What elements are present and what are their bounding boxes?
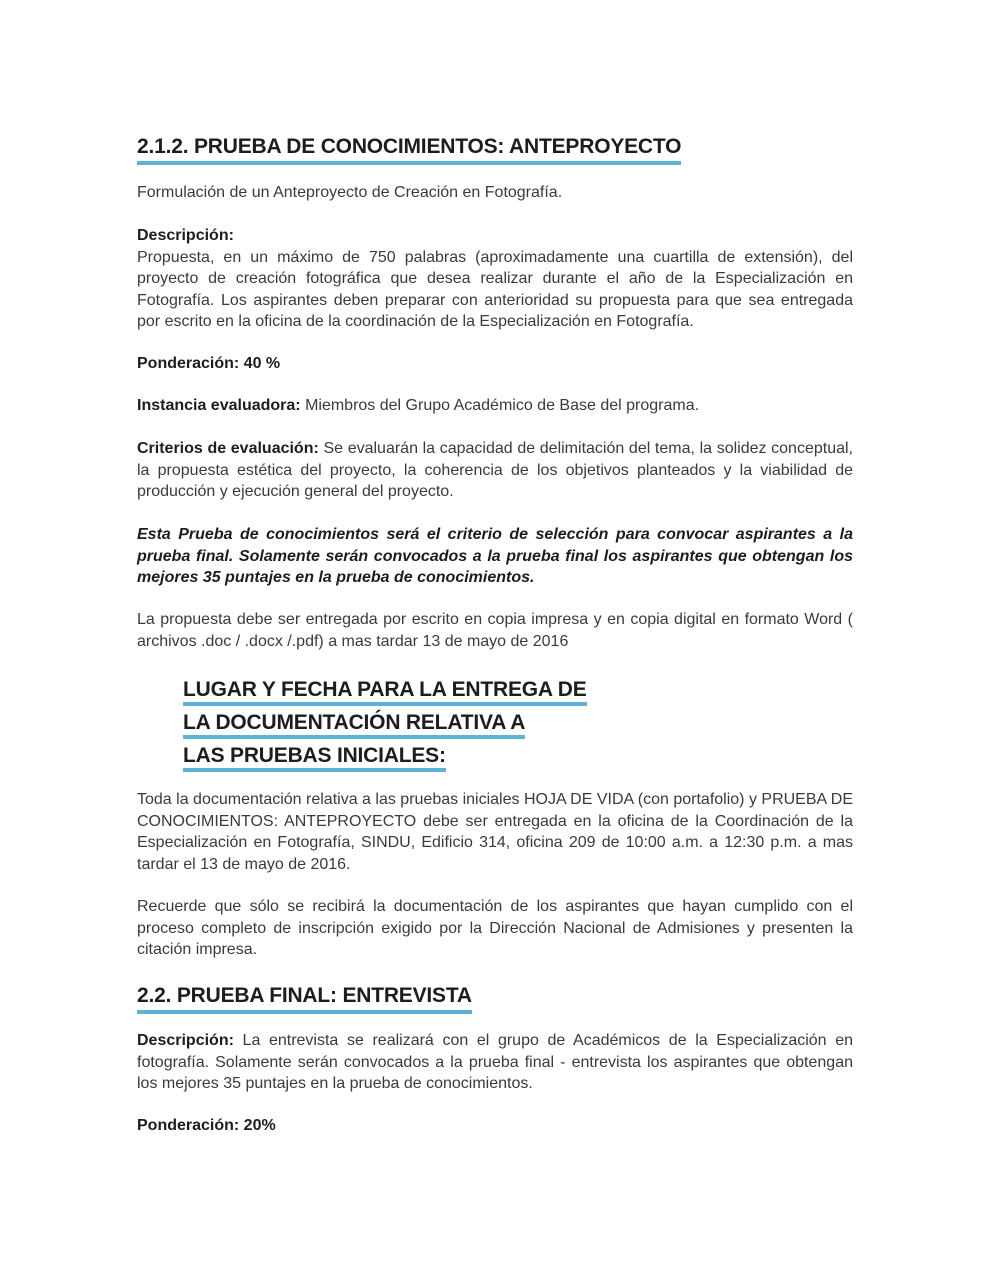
intro-paragraph: Formulación de un Anteproyecto de Creación en Fotografía. [137,184,563,201]
entrevista-descripcion-label: Descripción: [137,1032,234,1049]
ponderacion-20: Ponderación: 20% [137,1117,276,1134]
lugar-fecha-heading-line-2: LA DOCUMENTACIÓN RELATIVA A [183,711,525,739]
ponderacion-40: Ponderación: 40 % [137,355,281,372]
lugar-fecha-heading-line-3: LAS PRUEBAS INICIALES: [183,744,446,772]
lugar-fecha-heading [183,675,587,774]
descripcion-block [137,225,853,333]
recuerde-paragraph: Recuerde que sólo se recibirá la documentación de los aspirantes que hayan cumplido con el proceso completo de inscripción exigido por la Dirección Nacional de Admisiones y presenten la citación impresa. [137,898,853,958]
entrega-paragraph: La propuesta debe ser entregada por escrito en copia impresa y en copia digital en formato Word ( archivos .doc / .docx /.pdf) a mas tardar 13 de mayo de 2016 [137,611,853,650]
instancia-text: Miembros del Grupo Académico de Base del programa. [300,397,700,414]
section-heading-2-2: 2.2. PRUEBA FINAL: ENTREVISTA [137,983,472,1014]
criterios-label: Criterios de evaluación: [137,440,319,457]
entrevista-descripcion [137,1030,853,1095]
section-heading-2-1-2: 2.1.2. PRUEBA DE CONOCIMIENTOS: ANTEPROYECTO [137,134,681,165]
documentacion-paragraph: Toda la documentación relativa a las pruebas iniciales HOJA DE VIDA (con portafolio) y PRUEBA DE CONOCIMIENTOS: ANTEPROYECTO debe ser entregada en la oficina de la Coordinación de la Especialización en Fotografía, SINDU, Edificio 314, oficina 209 de 10:00 a.m. a 12:30 p.m. a mas tardar el 13 de mayo de 2016. [137,791,853,873]
lugar-fecha-heading-line-1: LUGAR Y FECHA PARA LA ENTREGA DE [183,678,587,706]
descripcion-label: Descripción: [137,227,234,244]
instancia-evaluadora [137,395,853,417]
entrevista-descripcion-text: La entrevista se realizará con el grupo de Académicos de la Especialización en fotografía. Solamente serán convocados a la prueba final - entrevista los aspirantes que obtengan los mejores 35 puntajes en la prueba de conocimientos. [137,1032,853,1092]
seleccion-note: Esta Prueba de conocimientos será el criterio de selección para convocar aspirantes a la prueba final. Solamente serán convocados a la prueba final los aspirantes que obtengan los mejores 35 puntajes en la prueba de conocimientos. [137,526,853,586]
descripcion-text: Propuesta, en un máximo de 750 palabras (aproximadamente una cuartilla de extensión), del proyecto de creación fotográfica que desea realizar durante el año de la Especialización en Fotografía. Los aspirantes deben preparar con anterioridad su propuesta para que sea entregada por escrito en la oficina de la coordinación de la Especialización en Fotografía. [137,248,853,330]
instancia-label: Instancia evaluadora: [137,397,301,414]
criterios-evaluacion [137,438,853,503]
criterios-text: Se evaluarán la capacidad de delimitación del tema, la solidez conceptual, la propuesta estética del proyecto, la coherencia de los objetivos planteados y la viabilidad de producción y ejecución general del proyecto. [137,440,853,500]
